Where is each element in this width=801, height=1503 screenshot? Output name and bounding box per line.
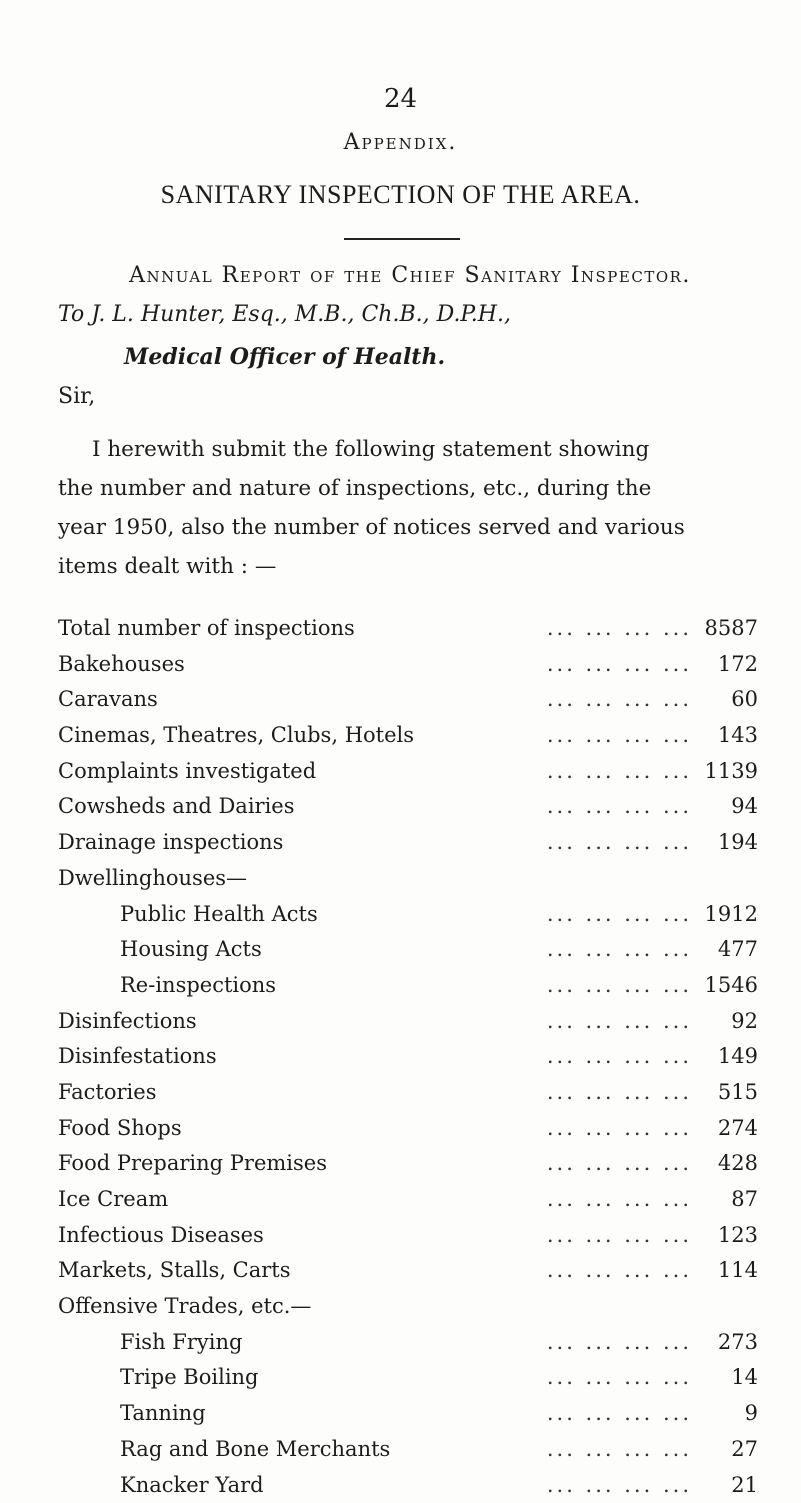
dot-leader: ... ... ... ... (58, 1111, 692, 1147)
item-count: 274 (692, 1111, 758, 1147)
item-count: 94 (692, 789, 758, 825)
item-label: Complaints investigated (58, 754, 316, 790)
item-label: Markets, Stalls, Carts (58, 1253, 291, 1289)
dot-leader: ... ... ... ... (58, 825, 692, 861)
dot-leader: ... ... ... ... (58, 1218, 692, 1254)
list-item (58, 1182, 758, 1218)
list-item (58, 1218, 758, 1254)
item-count: 172 (692, 647, 758, 683)
list-item (58, 1253, 758, 1289)
list-item (58, 861, 758, 897)
dot-leader: ... ... ... ... (58, 1468, 692, 1503)
item-count: 273 (692, 1325, 758, 1361)
dot-leader: ... ... ... ... (58, 611, 692, 647)
item-count: 87 (692, 1182, 758, 1218)
item-label: Re-inspections (120, 968, 276, 1004)
list-item (58, 647, 758, 683)
item-count: 21 (692, 1468, 758, 1503)
list-item (58, 718, 758, 754)
list-item (58, 1289, 758, 1325)
list-item (58, 611, 758, 647)
item-count: 114 (692, 1253, 758, 1289)
list-item (58, 932, 758, 968)
list-item (58, 1039, 758, 1075)
item-label: Fish Frying (120, 1325, 242, 1361)
item-label: Housing Acts (120, 932, 262, 968)
appendix-heading: Appendix. (0, 130, 801, 155)
intro-line: the number and nature of inspections, etc., during the (58, 469, 758, 508)
item-count: 9 (692, 1396, 758, 1432)
item-label: Disinfestations (58, 1039, 217, 1075)
intro-paragraph (58, 430, 758, 586)
list-item (58, 1146, 758, 1182)
item-label: Bakehouses (58, 647, 185, 683)
inspection-list (58, 611, 758, 1503)
salutation: Sir, (58, 384, 95, 409)
dot-leader: ... ... ... ... (58, 968, 692, 1004)
list-item (58, 1004, 758, 1040)
dot-leader: ... ... ... ... (58, 1360, 692, 1396)
dot-leader: ... ... ... ... (58, 1075, 692, 1111)
intro-line: year 1950, also the number of notices served and various (58, 508, 758, 547)
list-item (58, 968, 758, 1004)
item-count: 477 (692, 932, 758, 968)
dot-leader: ... ... ... ... (58, 789, 692, 825)
dot-leader: ... ... ... ... (58, 1396, 692, 1432)
item-label: Rag and Bone Merchants (120, 1432, 390, 1468)
list-item (58, 825, 758, 861)
dot-leader: ... ... ... ... (58, 1182, 692, 1218)
item-label: Public Health Acts (120, 897, 318, 933)
dot-leader: ... ... ... ... (58, 1004, 692, 1040)
item-label: Disinfections (58, 1004, 197, 1040)
item-count: 428 (692, 1146, 758, 1182)
item-count: 60 (692, 682, 758, 718)
list-item (58, 789, 758, 825)
list-item (58, 1075, 758, 1111)
dot-leader: ... ... ... ... (58, 1253, 692, 1289)
item-label: Ice Cream (58, 1182, 168, 1218)
dot-leader: ... ... ... ... (58, 682, 692, 718)
item-count: 1139 (692, 754, 758, 790)
list-item (58, 1468, 758, 1503)
item-count: 149 (692, 1039, 758, 1075)
list-item (58, 1432, 758, 1468)
item-count: 14 (692, 1360, 758, 1396)
item-label: Food Shops (58, 1111, 182, 1147)
list-item (58, 897, 758, 933)
item-count: 143 (692, 718, 758, 754)
item-label: Caravans (58, 682, 158, 718)
dot-leader: ... ... ... ... (58, 1039, 692, 1075)
dot-leader: ... ... ... ... (58, 1325, 692, 1361)
divider-rule (344, 238, 460, 240)
list-item (58, 1111, 758, 1147)
dot-leader: ... ... ... ... (58, 754, 692, 790)
list-item (58, 1396, 758, 1432)
addressee-line: To J. L. Hunter, Esq., M.B., Ch.B., D.P.H., (58, 302, 511, 327)
dot-leader: ... ... ... ... (58, 897, 692, 933)
item-count: 8587 (692, 611, 758, 647)
item-count: 92 (692, 1004, 758, 1040)
item-label: Tripe Boiling (120, 1360, 259, 1396)
item-count: 123 (692, 1218, 758, 1254)
item-label: Food Preparing Premises (58, 1146, 327, 1182)
intro-line: items dealt with : — (58, 547, 758, 586)
dot-leader: ... ... ... ... (58, 1146, 692, 1182)
item-label: Cinemas, Theatres, Clubs, Hotels (58, 718, 414, 754)
item-label: Total number of inspections (58, 611, 355, 647)
item-label: Tanning (120, 1396, 206, 1432)
item-count: 27 (692, 1432, 758, 1468)
item-label: Factories (58, 1075, 156, 1111)
item-count: 1546 (692, 968, 758, 1004)
item-count: 1912 (692, 897, 758, 933)
item-label: Drainage inspections (58, 825, 283, 861)
list-item (58, 754, 758, 790)
item-label: Cowsheds and Dairies (58, 789, 295, 825)
dot-leader: ... ... ... ... (58, 647, 692, 683)
report-title: Annual Report of the Chief Sanitary Inspector. (60, 263, 760, 288)
section-title: SANITARY INSPECTION OF THE AREA. (0, 180, 801, 210)
list-item (58, 1325, 758, 1361)
page-number: 24 (0, 84, 801, 114)
intro-line: I herewith submit the following statement showing (58, 430, 758, 469)
item-count: 194 (692, 825, 758, 861)
dot-leader: ... ... ... ... (58, 718, 692, 754)
list-item (58, 1360, 758, 1396)
dot-leader: ... ... ... ... (58, 1432, 692, 1468)
addressee-role: Medical Officer of Health. (124, 344, 445, 370)
item-label: Dwellinghouses— (58, 861, 247, 897)
list-item (58, 682, 758, 718)
dot-leader: ... ... ... ... (58, 932, 692, 968)
item-label: Offensive Trades, etc.— (58, 1289, 311, 1325)
item-label: Infectious Diseases (58, 1218, 264, 1254)
item-count: 515 (692, 1075, 758, 1111)
item-label: Knacker Yard (120, 1468, 264, 1503)
